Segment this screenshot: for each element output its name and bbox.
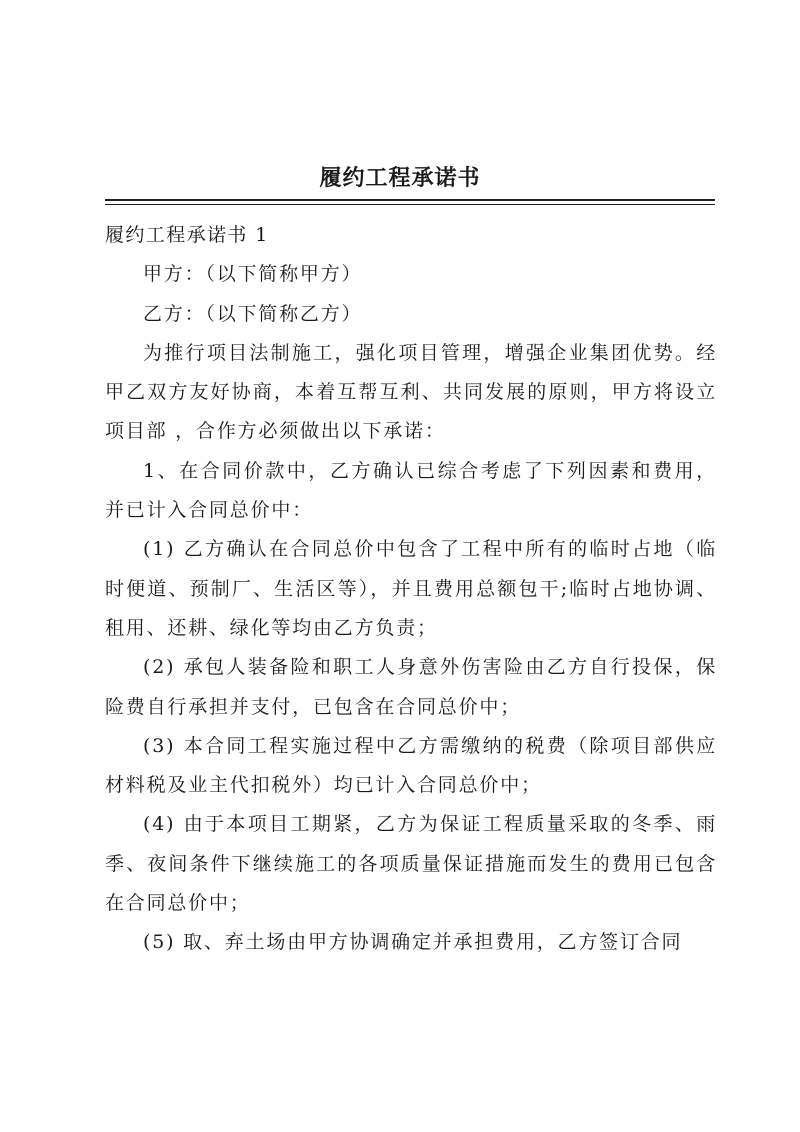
sub-item-1-paragraph: (1) 乙方确认在合同总价中包含了工程中所有的临时占地（临时便道、预制厂、生活区等），并且费用总额包干;临时占地协调、租用、还耕、绿化等均由乙方负责； bbox=[105, 538, 717, 639]
section-heading: 履约工程承诺书 1 bbox=[105, 224, 269, 246]
intro-paragraph: 为推行项目法制施工，强化项目管理，增强企业集团优势。经甲乙双方友好协商，本着互帮互利、共同发展的原则，甲方将设立 项目部 ，合作方必须做出以下承诺： bbox=[105, 341, 717, 443]
sub-item-5-paragraph: (5) 取、弃土场由甲方协调确定并承担费用，乙方签订合同 bbox=[143, 931, 683, 954]
document-title: 履约工程承诺书 bbox=[319, 165, 481, 191]
title-rule-thick bbox=[105, 199, 715, 201]
party-b-line: 乙方：（以下简称乙方） bbox=[143, 302, 363, 325]
title-rule-thin bbox=[105, 204, 715, 205]
item-1-paragraph: 1、在合同价款中，乙方确认已综合考虑了下列因素和费用，并已计入合同总价中： bbox=[105, 459, 717, 522]
party-a-line: 甲方：（以下简称甲方） bbox=[143, 263, 363, 286]
sub-item-4-paragraph: (4) 由于本项目工期紧，乙方为保证工程质量采取的冬季、雨季、夜间条件下继续施工的各项质量保证措施而发生的费用已包含在合同总价中； bbox=[105, 813, 717, 915]
document-body bbox=[105, 216, 717, 963]
sub-item-2-paragraph: (2) 承包人装备险和职工人身意外伤害险由乙方自行投保，保险费自行承担并支付，已包含在合同总价中； bbox=[105, 656, 717, 718]
sub-item-3-paragraph: (3) 本合同工程实施过程中乙方需缴纳的税费（除项目部供应材料税及业主代扣税外）均已计入合同总价中； bbox=[105, 734, 717, 797]
